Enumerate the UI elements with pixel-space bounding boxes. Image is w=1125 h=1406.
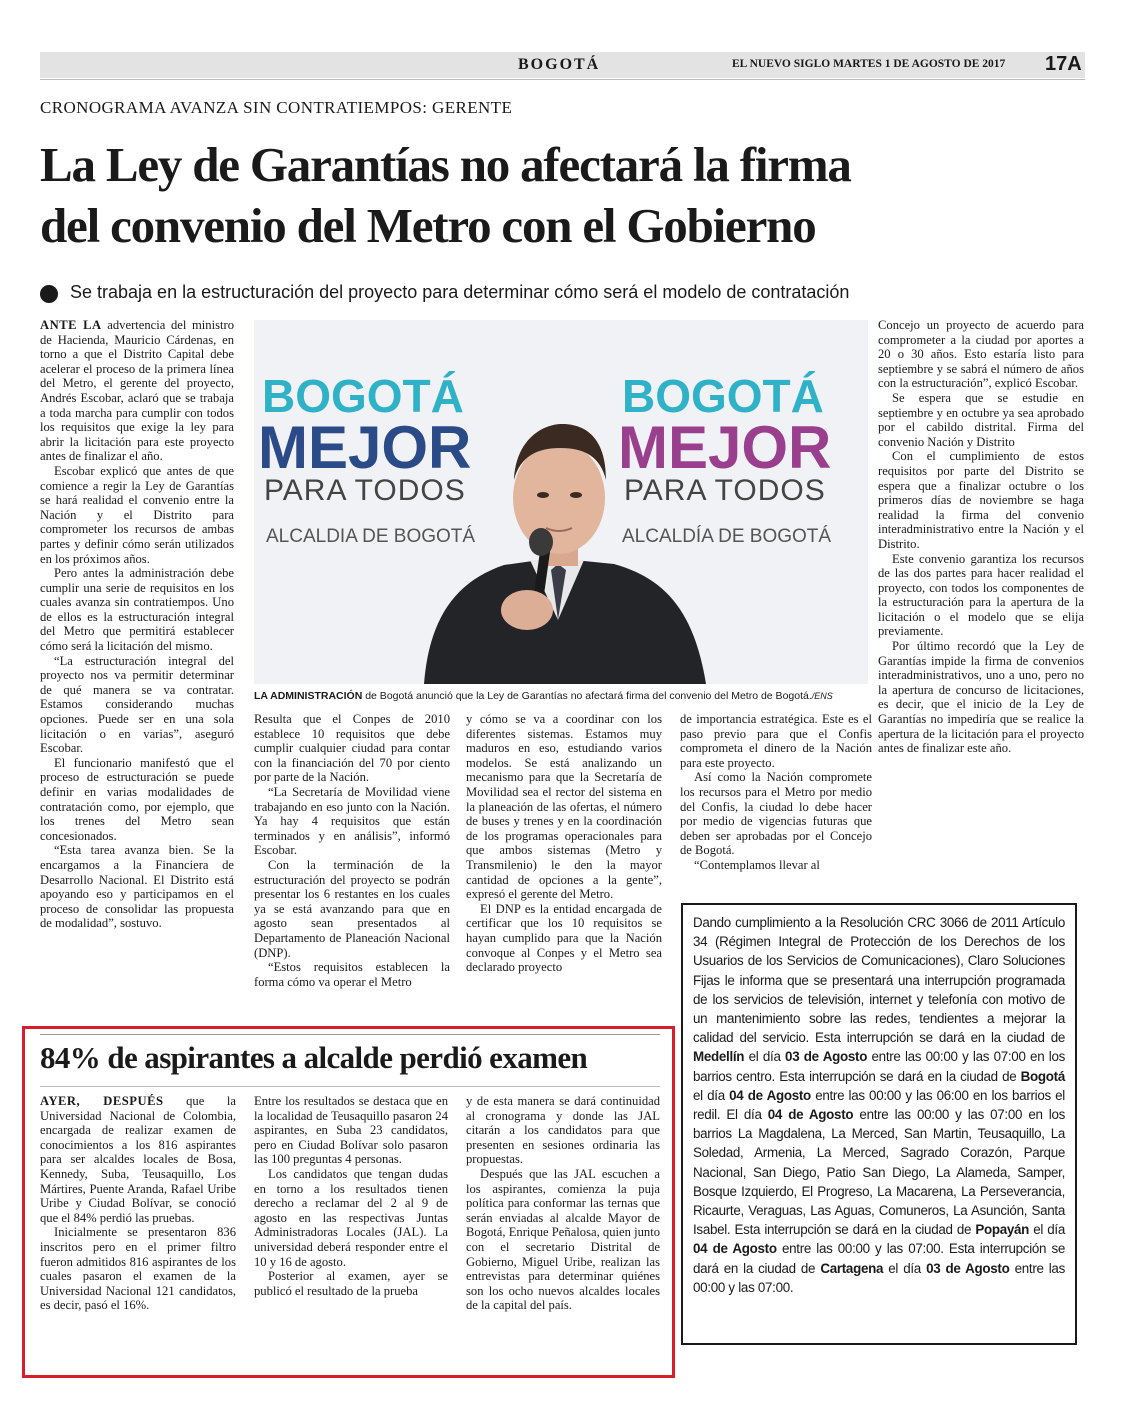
banner-mejor-left: MEJOR — [258, 414, 472, 481]
paragraph: y de esta manera se dará continuidad al cronograma y donde las JAL citarán a los candidatos para que presenten en sesiones ordinaria las propuestas. — [466, 1094, 660, 1167]
notice-text: entre las 00:00 y las 07:00. Esta interrupción se dará en la ciudad de — [693, 1241, 1065, 1276]
paragraph: y cómo se va a coordinar con los diferentes sistemas. Estamos muy maduros en eso, estudiando varios modelos. Se está analizando un mecanismo para que la Secretaría de Movilidad sea el rector del sistema en la planeación de las ofertas, el número de buses y trenes y en la coordinación de los programas operacionales para que ambos sistemas (Metro y Transmilenio) le den la mayor cantidad de opciones a la gente”, expresó el gerente del Metro. — [466, 712, 662, 902]
paragraph: de importancia estratégica. Este es el paso previo para que el Confis comprometa el dinero de la Nación para este proyecto. — [680, 712, 872, 770]
notice-text: entre las 00:00 y las 07:00 en los barrios centro. Esta interrupción se dará en la ciudad de — [693, 1049, 1065, 1084]
paragraph: Este convenio garantiza los recursos de las dos partes para hacer realidad el proyecto, con todos los componentes de la estructuración para la apertura de la licitación o el modelo que se elija previamente. — [878, 551, 1084, 639]
photo-caption — [254, 690, 868, 702]
lead-in: ANTE LA — [40, 318, 102, 332]
paragraph-text: advertencia del ministro de Hacienda, Mauricio Cárdenas, en torno a que el Distrito Capital debe acelerar el proceso de la primera línea del Metro, el gerente del proyecto, Andrés Escobar, aclaró que se trabaja a toda marcha para cumplir con todos los requisitos que exige la ley para abrir la licitación para este proyecto antes de finalizar el año. — [40, 318, 234, 464]
paragraph: Así como la Nación compromete los recursos para el Metro por medio del Confis, la ciudad lo debe hacer por medio de vigencias futuras que deben ser aprobadas por el Concejo de Bogotá. — [680, 770, 872, 858]
paper-info: EL NUEVO SIGLO MARTES 1 DE AGOSTO DE 2017 — [732, 58, 1006, 70]
notice-text: el día — [693, 1087, 730, 1103]
article-column-b1 — [254, 712, 450, 989]
headline — [40, 134, 1090, 256]
notice-date: 03 de Agosto — [785, 1049, 868, 1065]
deck: Se trabaja en la estructuración del proyecto para determinar cómo será el modelo de contratación — [70, 282, 850, 302]
notice-text: entre las 00:00 y las 07:00 en los barrios La Magdalena, La Merced, San Martin, Teusaquillo, La Soledad, Armenia, La Merced, Sagrado Corazón, Parque Nacional, San Diego, Patio San Diego, La Alameda, Samper, Bosque Izquierdo, El Progreso, La Macarena, La Perseverancia, Ricaurte, Veraguas, Las Aguas, Comuneros, La Asunción, Santa Isabel. Esta interrupción se dará en la ciudad de — [693, 1107, 1065, 1238]
paragraph — [40, 1094, 236, 1225]
paragraph: Por último recordó que la Ley de Garantías impide la firma de convenios interadministrativos, uno a uno, pero no la apertura de concurso de licitaciones, es decir, que el inicio de la Ley de Garantías no impediría que se realice la apertura de la licitación para el proyecto antes de finalizar este año. — [878, 639, 1084, 756]
paragraph: Se espera que se estudie en septiembre y en octubre ya sea aprobado por el cabildo distrital. Firma del convenio Nación y Distrito — [878, 390, 1084, 449]
headline-line-1: La Ley de Garantías no afectará la firma — [40, 137, 851, 192]
notice-date: 03 de Agosto — [926, 1260, 1010, 1276]
paragraph: “Estos requisitos establecen la forma cómo va operar el Metro — [254, 960, 450, 989]
caption-text: de Bogotá anunció que la Ley de Garantías no afectará firma del convenio del Metro de Bogotá. — [362, 690, 812, 702]
paragraph: Concejo un proyecto de acuerdo para comprometer a la ciudad por aportes a 20 o 30 años. Esto estaría listo para septiembre y se sabrá el número de años con la estructuración”, explicó Escobar. — [878, 318, 1084, 391]
paragraph: Con la terminación de la estructuración del proyecto se podrán presentar los 6 restantes en los cuales ya se está avanzando para que en agosto sean presentados al Departamento de Planeación Nacional (DNP). — [254, 857, 450, 960]
banner-para-todos-right: PARA TODOS — [624, 474, 826, 507]
notice-text: el día — [883, 1260, 927, 1276]
notice-city: Popayán — [975, 1222, 1030, 1238]
paragraph: Entre los resultados se destaca que en la localidad de Teusaquillo pasaron 24 aspirantes, en Suba 23 candidatos, pero en Ciudad Bolívar solo pasaron las 100 preguntas 4 personas. — [254, 1094, 448, 1167]
paragraph: Con el cumplimiento de estos requisitos por parte del Distrito se espera que a finalizar octubre o los primeros días de noviembre se haga realidad la firma del convenio interadministrativo entre la Nación y el Distrito. — [878, 449, 1084, 551]
box-column-1 — [40, 1094, 236, 1313]
paragraph — [40, 318, 234, 464]
notice-date: 04 de Agosto — [729, 1087, 811, 1103]
notice-city: Bogotá — [1020, 1068, 1065, 1084]
banner-alcaldia-right: ALCALDÍA DE BOGOTÁ — [622, 526, 832, 547]
paragraph: “La Secretaría de Movilidad viene trabajando en eso junto con la Nación. Ya hay 4 requisitos que están terminados y en análisis”, informó Escobar. — [254, 784, 450, 858]
notice-text: entre las 00:00 y las 07:00. — [693, 1260, 1065, 1295]
section-name: BOGOTÁ — [518, 56, 601, 73]
notice-text: Dando cumplimiento a la Resolución CRC 3066 de 2011 Artículo 34 (Régimen Integral de Protección de los Derechos de los Usuarios de los Servicios de Comunicaciones), Claro Soluciones Fijas le informa que se presentará una interrupción programada de los servicios de televisión, internet y telefonía con motivo de un mantenimiento sobre las redes, tendientes a mejorar la calidad del servicio. Esta interrupción se dará en la ciudad de — [693, 915, 1065, 1046]
notice-city: Medellín — [693, 1049, 745, 1065]
paragraph: Pero antes la administración debe cumplir una serie de requisitos en los cuales avanza sin contratiempos. Uno de ellos es la estructuración integral del Metro que permitirá establecer cómo será la licitación del mismo. — [40, 566, 234, 654]
notice-text: el día — [1029, 1222, 1066, 1238]
paragraph: “Contemplamos llevar al — [694, 857, 820, 872]
box-column-3 — [466, 1094, 660, 1313]
article-column-b3 — [680, 712, 872, 873]
paragraph: Escobar explicó que antes de que comience a regir la Ley de Garantías se hará realidad el convenio entre la Nación y el Distrito para comprometer los recursos de ambas partes y definir cómo serán utilizados en los próximos años. — [40, 463, 234, 566]
caption-lead: LA ADMINISTRACIÓN — [254, 690, 363, 702]
page-number: 17A — [1045, 53, 1082, 75]
notice-text: entre las 00:00 y las 06:00 en los barrios el redil. El día — [693, 1087, 1065, 1123]
banner-alcaldia-left: ALCALDIA DE BOGOTÁ — [266, 526, 476, 547]
article-column-3 — [878, 318, 1084, 756]
banner-bogota-right: BOGOTÁ — [622, 370, 824, 422]
paragraph: Resulta que el Conpes de 2010 establece 10 requisitos que debe cumplir cualquier ciudad para contar con la financiación del 70 por ciento por parte de la Nación. — [254, 712, 450, 785]
box-column-2 — [254, 1094, 448, 1298]
press-conference-photo — [254, 320, 868, 684]
article-column-b2 — [466, 712, 662, 975]
banner-para-todos-left: PARA TODOS — [264, 474, 466, 507]
header-rule — [40, 79, 1085, 80]
banner-bogota-left: BOGOTÁ — [262, 370, 464, 422]
paragraph: El DNP es la entidad encargada de certificar que los 10 requisitos se hayan cumplido para que la Nación convoque al Conpes y el Metro sea declarado proyecto — [466, 901, 662, 975]
kicker: CRONOGRAMA AVANZA SIN CONTRATIEMPOS: GERENTE — [40, 98, 513, 117]
paragraph: Inicialmente se presentaron 836 inscritos pero en el primer filtro fueron admitidos 816 aspirantes de los cuales pasaron el examen de la Universidad Nacional 121 candidatos, es decir, pasó el 16%. — [40, 1225, 236, 1313]
notice-date: 04 de Agosto — [693, 1241, 777, 1257]
box-rule — [40, 1086, 660, 1087]
bullet-icon — [40, 285, 58, 303]
notice-date: 04 de Agosto — [767, 1107, 854, 1123]
service-notice — [681, 903, 1077, 1345]
banner-mejor-right: MEJOR — [618, 414, 832, 481]
paragraph: Posterior al examen, ayer se publicó el resultado de la prueba — [254, 1269, 448, 1298]
photo-credit: /ENS — [811, 691, 833, 701]
paragraph: El funcionario manifestó que el proceso de estructuración se puede definir en varias modalidades de contratación como, por ejemplo, que los trenes del Metro sean concesionados. — [40, 755, 234, 843]
article-column-1 — [40, 318, 234, 931]
headline-line-2: del convenio del Metro con el Gobierno — [40, 198, 816, 253]
box-rule — [40, 1034, 660, 1035]
paragraph: “Esta tarea avanza bien. Se la encargamos a la Financiera de Desarrollo Nacional. El Distrito está apoyando eso y participamos en el proceso de consolidar las propuesta de modalidad”, sostuvo. — [40, 843, 234, 931]
article-photo — [254, 320, 868, 684]
lead-in: AYER, DESPUÉS — [40, 1094, 164, 1108]
notice-city: Cartagena — [820, 1260, 884, 1276]
notice-text: el día — [744, 1049, 786, 1065]
paragraph: “La estructuración integral del proyecto nos va permitir determinar de qué manera se va contratar. Estamos considerando muchas opciones. Puede ser en una sola licitación o en varias”, aseguró Escobar. — [40, 653, 234, 756]
paragraph: Después que las JAL escuchen a los aspirantes, comienza la puja política para conformar las ternas que serán enviadas al alcalde Mayor de Bogotá, Enrique Peñalosa, quien junto con el secretario Distrital de Gobierno, Miguel Uribe, realizan las entrevistas para determinar quiénes son los ocho nuevos alcaldes locales de la capital del país. — [466, 1166, 660, 1313]
paragraph: Los candidatos que tengan dudas en torno a los resultados tienen derecho a reclamar del 2 al 9 de agosto en las respectivas Juntas Administradoras Locales (JAL). La universidad deberá responder entre el 10 y 16 de agosto. — [254, 1166, 448, 1269]
paragraph-text: que la Universidad Nacional de Colombia, encargada de realizar examen de conocimientos a los 816 aspirantes para ser alcaldes locales de Bosa, Kennedy, Suba, Teusaquillo, Los Mártires, Puente Aranda, Rafael Uribe Uribe y Ciudad Bolívar, se conoció que el 84% perdió las pruebas. — [40, 1094, 236, 1225]
box-headline: 84% de aspirantes a alcalde perdió examen — [40, 1040, 588, 1075]
